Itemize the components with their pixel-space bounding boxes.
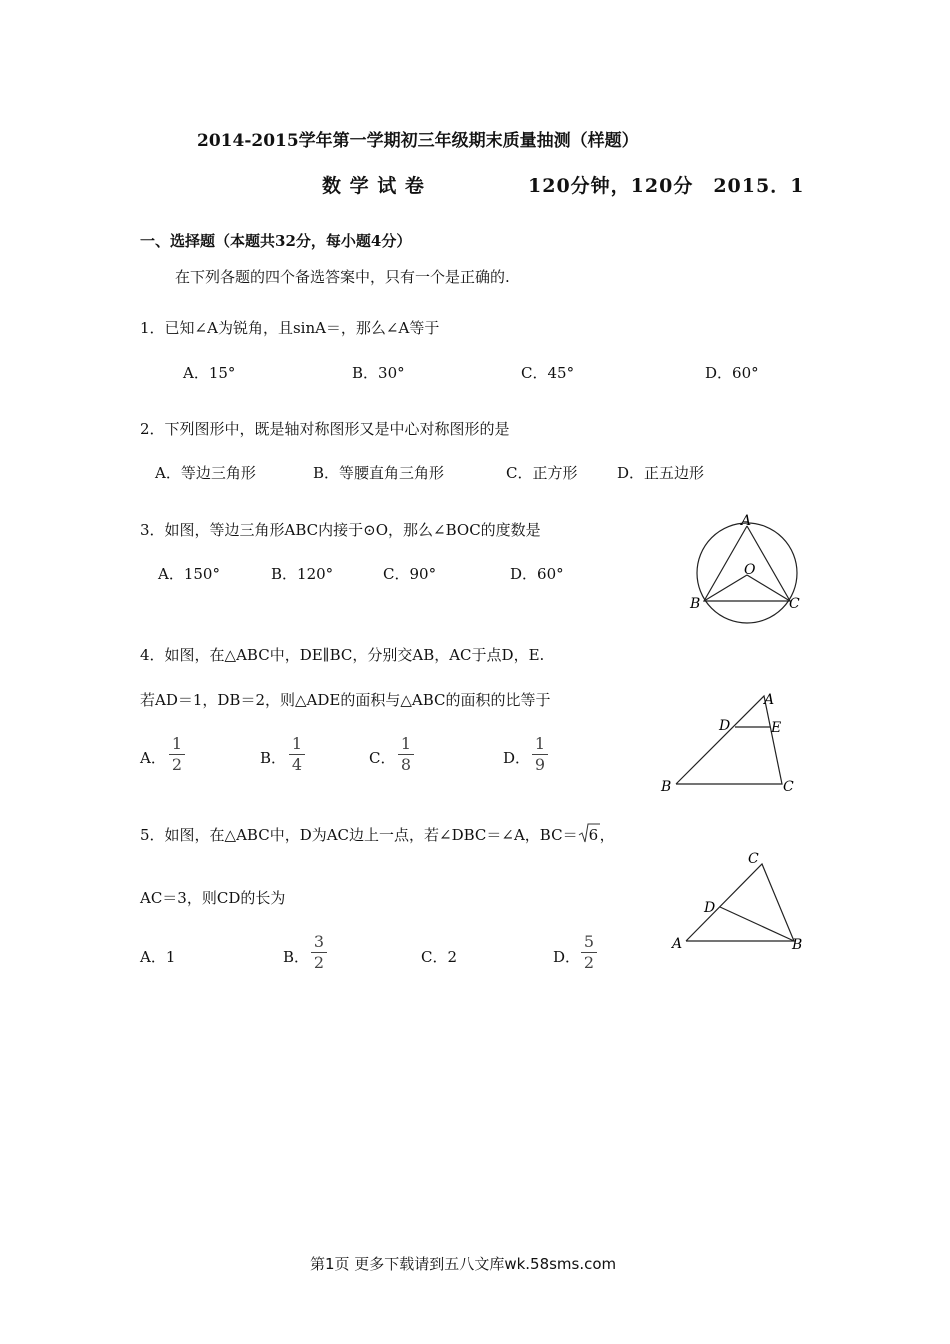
q4-option-d-letter: D． [503,749,531,767]
q2-option-b: B．等腰直角三角形 [313,464,445,482]
q5-option-d-fraction [581,933,597,972]
fraction-numerator: 1 [400,734,412,753]
q1-stem: 1．已知∠A为锐角，且sinA＝，那么∠A等于 [140,319,440,337]
q3-stem: 3．如图，等边三角形ABC内接于⊙O，那么∠BOC的度数是 [140,521,541,539]
q3-option-b: B．120° [271,565,334,583]
q5-label-a: A [672,936,683,952]
q4-stem-line2: 若AD＝1，DB＝2，则△ADE的面积与△ABC的面积的比等于 [140,691,551,709]
q5-option-c: C．2 [421,948,458,966]
q5-option-a: A．1 [140,948,176,966]
fraction-denominator: 2 [313,953,325,972]
q4-option-c-letter: C． [369,749,396,767]
q4-label-d: D [719,718,731,734]
fraction-denominator: 4 [291,755,303,774]
q3-label-c: C [789,596,800,612]
q5-option-d-letter: D． [553,948,581,966]
q2-option-a: A．等边三角形 [155,464,256,482]
fraction-numerator: 1 [534,734,546,753]
fraction-numerator: 1 [171,734,183,753]
fraction-denominator: 2 [583,953,595,972]
q3-option-c: C．90° [383,565,437,583]
q4-option-d-fraction [532,735,548,774]
q5-label-d: D [704,900,716,916]
section-instruction: 在下列各题的四个备选答案中，只有一个是正确的. [175,268,510,286]
q4-option-a-fraction [169,735,185,774]
q2-stem: 2．下列图形中，既是轴对称图形又是中心对称图形的是 [140,420,510,438]
section-heading: 一、选择题（本题共32分，每小题4分） [140,232,412,250]
q1-option-b: B．30° [352,364,405,382]
q5-stem-end: ， [599,826,615,844]
fraction-denominator: 9 [534,755,546,774]
q5-option-b-fraction [311,933,327,972]
q4-label-c: C [783,779,794,795]
q5-label-c: C [748,851,759,867]
q4-option-a-letter: A． [140,749,166,767]
fraction-numerator: 1 [291,734,303,753]
exam-title: 2014-2015学年第一学期初三年级期末质量抽测（样题） [197,131,639,151]
q5-label-b: B [792,937,803,953]
q4-stem-line1: 4．如图，在△ABC中，DE∥BC，分别交AB，AC于点D，E. [140,646,545,664]
q3-circle-figure [686,512,808,632]
q4-triangle-figure [658,690,798,798]
q3-option-d: D．60° [510,565,564,583]
q4-option-c-fraction [398,735,414,774]
q4-label-b: B [661,779,672,795]
sqrt-radicand: 6 [588,826,599,844]
fraction-denominator: 8 [400,755,412,774]
subject-title: 数 学 试 卷 [322,175,425,197]
q5-stem-line1 [140,824,615,845]
q1-option-d: D．60° [705,364,759,382]
fraction-denominator: 2 [171,755,183,774]
q4-option-b-fraction [289,735,305,774]
q3-option-a: A．150° [158,565,220,583]
page-footer: 第1页 更多下载请到五八文库wk.58sms.com [310,1255,617,1273]
q1-option-a: A．15° [183,364,236,382]
q5-stem-text: 5．如图，在△ABC中，D为AC边上一点，若∠DBC＝∠A，BC＝ [140,826,578,844]
q5-option-b-letter: B． [283,948,310,966]
q2-option-d: D．正五边形 [617,464,705,482]
q3-label-b: B [690,596,701,612]
q4-label-a: A [764,692,775,708]
sqrt-symbol [578,825,600,843]
q3-label-a: A [741,513,752,529]
fraction-numerator: 5 [583,932,595,951]
q1-option-c: C．45° [521,364,575,382]
exam-meta: 120分钟，120分 2015．1 [528,175,805,197]
q4-option-b-letter: B． [260,749,287,767]
q5-triangle-figure [666,848,810,954]
q5-stem-line2: AC＝3，则CD的长为 [140,889,286,907]
q3-label-o: O [744,562,756,578]
q2-option-c: C．正方形 [506,464,578,482]
q4-label-e: E [771,720,782,736]
fraction-numerator: 3 [313,932,325,951]
